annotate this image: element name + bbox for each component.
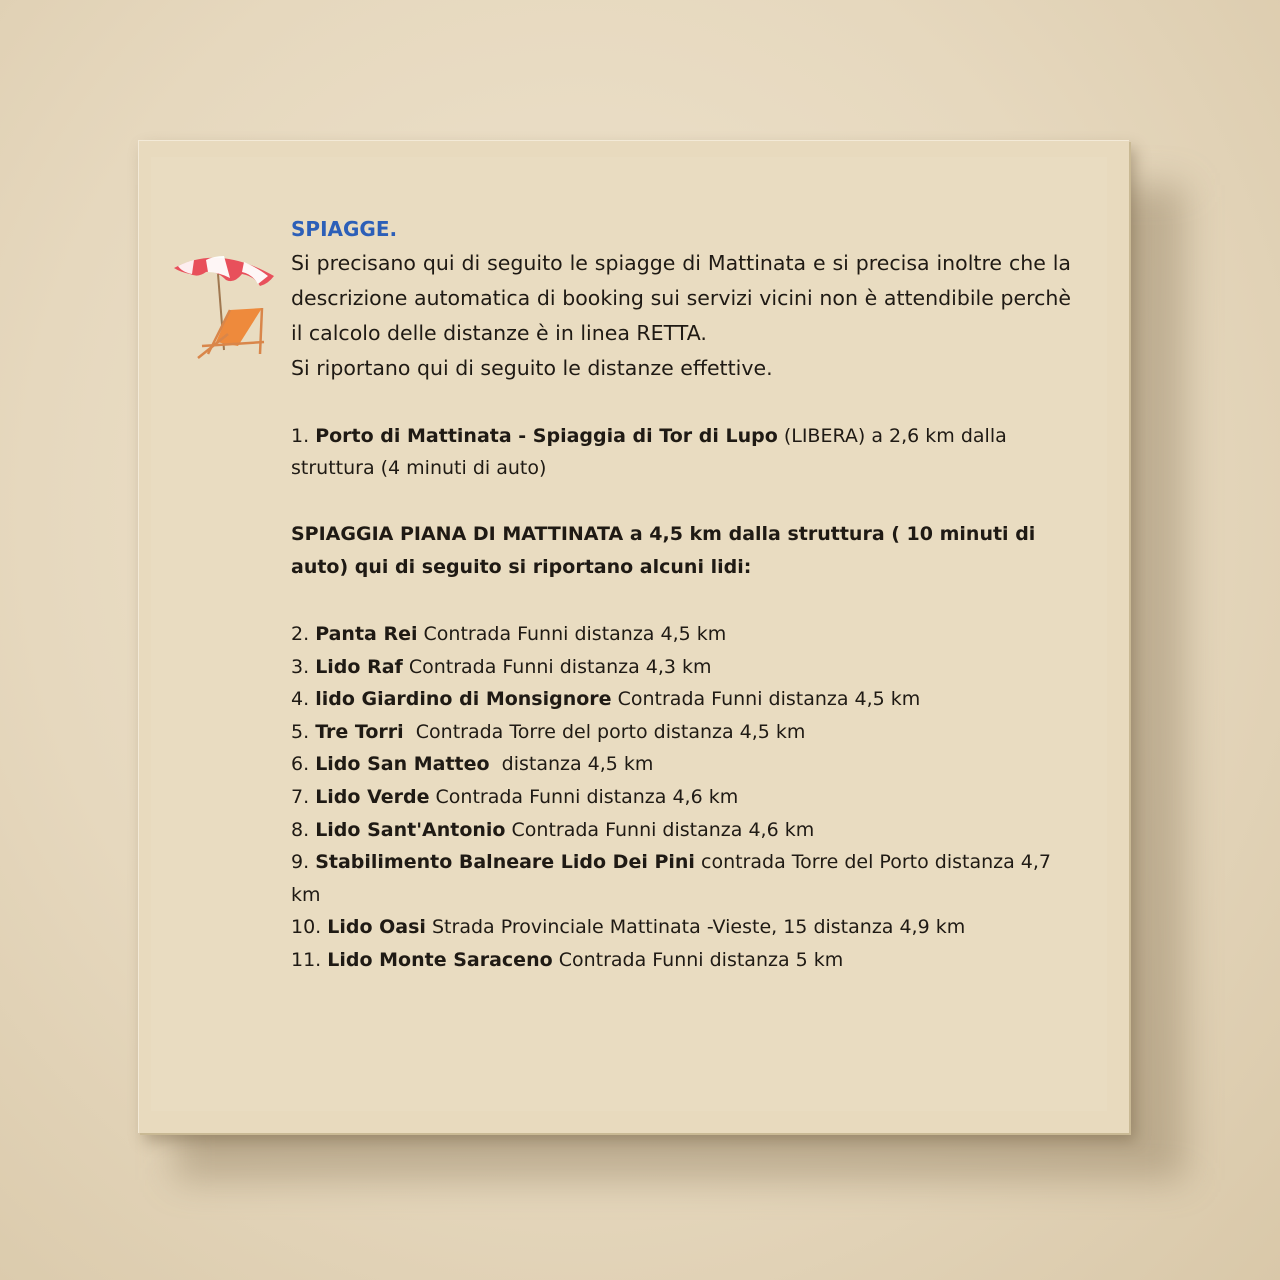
item-name: Tre Torri: [315, 720, 404, 743]
list-item: [291, 748, 1051, 781]
item-name: Porto di Mattinata - Spiaggia di Tor di Lupo: [315, 425, 778, 447]
item-number: 4.: [291, 688, 310, 711]
item-number: 8.: [291, 818, 310, 841]
item-name: Lido Monte Saraceno: [327, 948, 553, 971]
beach-umbrella-icon: [168, 250, 280, 366]
item-name: Lido Raf: [315, 655, 403, 678]
list-item: [291, 911, 1051, 944]
section-heading: SPIAGGIA PIANA DI MATTINATA a 4,5 km dalla struttura ( 10 minuti di auto) qui di seguito si riportano alcuni lidi:: [291, 523, 1036, 578]
intro-paragraph: Si precisano qui di seguito le spiagge di Mattinata e si precisa inoltre che la descrizione automatica di booking sui servizi vicini non è attendibile perchè il calcolo delle distanze è in linea RETTA.: [291, 251, 1071, 345]
item-detail: distanza 4,5 km: [489, 753, 654, 776]
list-item: [291, 814, 1051, 847]
item-detail: Contrada Funni distanza 4,6 km: [505, 818, 815, 841]
item-number: 6.: [291, 753, 310, 776]
list-item-porto: [291, 420, 1051, 484]
item-detail: Contrada Torre del porto distanza 4,5 km: [403, 720, 806, 743]
item-number: 2.: [291, 623, 310, 645]
main-content: [291, 212, 1071, 977]
item-detail: Contrada Funni distanza 4,5 km: [417, 623, 727, 645]
item-detail: Strada Provinciale Mattinata -Vieste, 15 distanza 4,9 km: [425, 916, 966, 939]
list-item: [291, 716, 1051, 749]
item-name: Lido Sant'Antonio: [315, 818, 506, 841]
item-detail: Contrada Funni distanza 4,3 km: [402, 655, 712, 678]
list-item: [291, 683, 1051, 716]
list-item: [291, 781, 1051, 814]
list-item: [291, 846, 1058, 911]
item-detail: Contrada Funni distanza 4,6 km: [429, 785, 739, 808]
lidi-list: [291, 618, 1071, 977]
item-name: Lido San Matteo: [315, 753, 490, 776]
page-title: SPIAGGE.: [291, 217, 398, 241]
list-item: [291, 618, 1051, 651]
item-name: Lido Verde: [315, 785, 430, 808]
item-number: 3.: [291, 655, 310, 678]
item-number: 10.: [291, 916, 322, 939]
list-item: [291, 944, 1051, 977]
spacer: [291, 386, 1071, 420]
item-detail: (LIBERA) a 2,6 km dalla struttura (4 minuti di auto): [291, 425, 1007, 479]
item-number: 9.: [291, 851, 310, 874]
list-item: [291, 651, 1051, 684]
item-name: Stabilimento Balneare Lido Dei Pini: [315, 851, 695, 874]
item-number: 1.: [291, 425, 310, 447]
item-detail: contrada Torre del Porto distanza 4,7 km: [291, 851, 1058, 906]
item-detail: Contrada Funni distanza 4,5 km: [611, 688, 921, 711]
item-number: 5.: [291, 720, 310, 743]
item-name: Lido Oasi: [327, 916, 426, 939]
item-number: 7.: [291, 785, 310, 808]
item-name: Panta Rei: [315, 623, 418, 645]
item-name: lido Giardino di Monsignore: [315, 688, 612, 711]
spacer: [291, 584, 1071, 618]
spacer: [291, 484, 1071, 518]
item-number: 11.: [291, 948, 322, 971]
item-detail: Contrada Funni distanza 5 km: [552, 948, 844, 971]
intro-note: Si riportano qui di seguito le distanze effettive.: [291, 356, 773, 380]
